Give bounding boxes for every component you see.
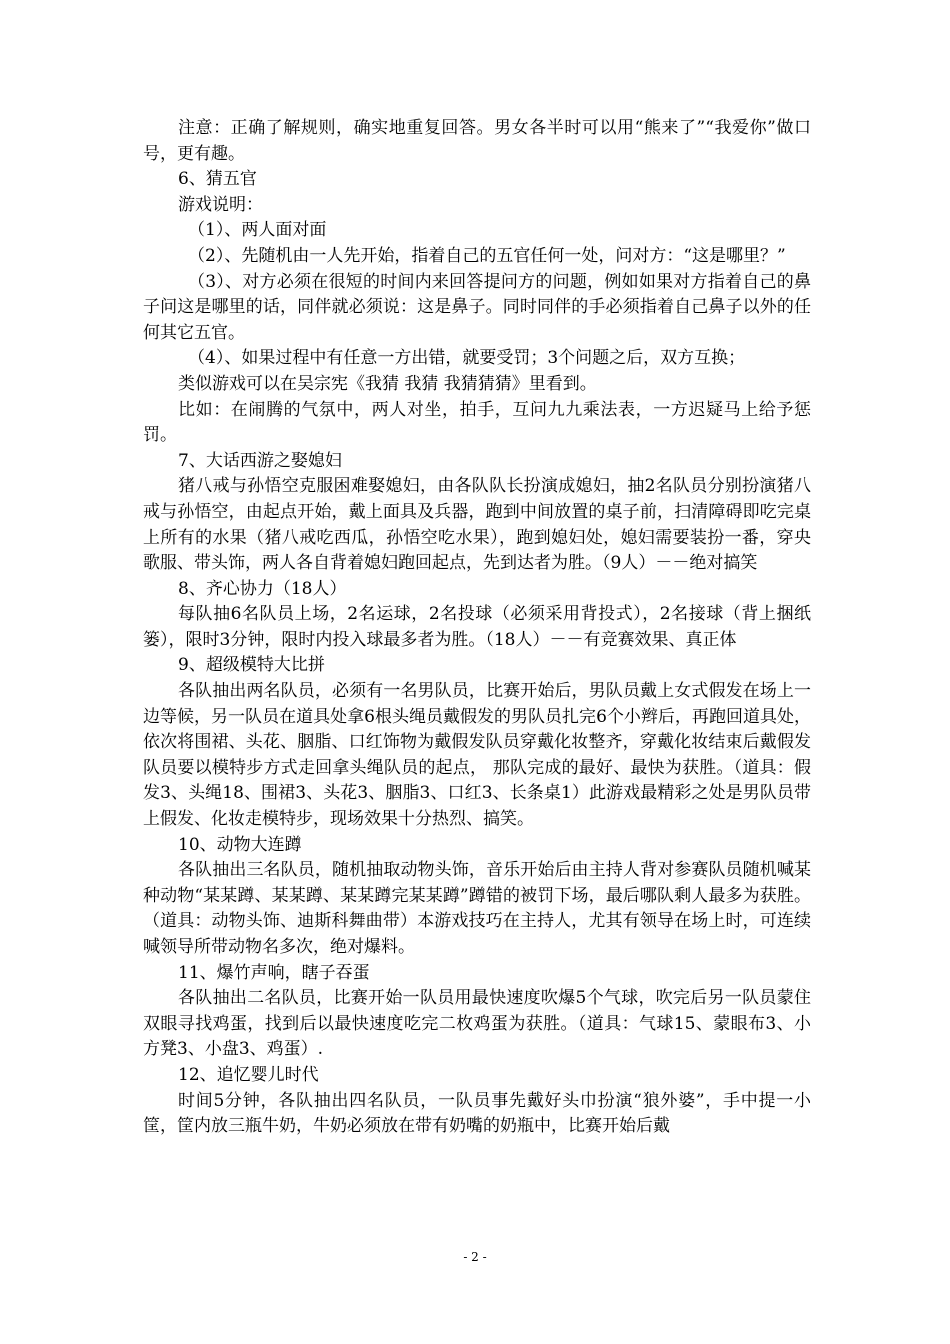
paragraph: 每队抽6名队员上场，2名运球，2名投球（必须采用背投式），2名接球（背上捆纸篓），限时3分钟，限时内投入球最多者为胜。（18人）－－有竞赛效果、真正体 xyxy=(143,604,811,650)
paragraph: 注意：正确了解规则，确实地重复回答。男女各半时可以用“熊来了”“我爱你”做口号，更有趣。 xyxy=(143,118,811,164)
paragraph: 7、大话西游之娶媳妇 xyxy=(178,450,342,471)
paragraph: 类似游戏可以在吴宗宪《我猜 我猜 我猜猜猜》里看到。 xyxy=(178,373,597,394)
paragraph: 比如：在闹腾的气氛中，两人对坐，拍手，互问九九乘法表，一方迟疑马上给予惩罚。 xyxy=(143,399,811,446)
paragraph: 时间5分钟，各队抽出四名队员，一队员事先戴好头巾扮演“狼外婆”，手中提一小筐，筐内放三瓶牛奶，牛奶必须放在带有奶嘴的奶瓶中，比赛开始后戴 xyxy=(143,1090,811,1137)
paragraph: 游戏说明： xyxy=(178,194,263,215)
paragraph: （2）、先随机由一人先开始，指着自己的五官任何一处，问对方：“这是哪里？” xyxy=(188,245,786,266)
paragraph: 猪八戒与孙悟空克服困难娶媳妇，由各队队长扮演成媳妇，抽2名队员分别扮演猪八戒与孙悟空，由起点开始，戴上面具及兵器，跑到中间放置的桌子前，扫清障碍即吃完桌上所有的水果（猪八戒吃西瓜，孙悟空吃水果），跑到媳妇处，媳妇需要装扮一番，穿央歌服、带头饰，两人各自背着媳妇跑回起点，先到达者为胜。（9人）－－绝对搞笑 xyxy=(143,476,811,574)
paragraph: 各队抽出三名队员，随机抽取动物头饰，音乐开始后由主持人背对参赛队员随机喊某种动物“某某蹲、某某蹲、某某蹲完某某蹲”蹲错的被罚下场，最后哪队剩人最多为获胜。（道具：动物头饰、迪斯科舞曲带）本游戏技巧在主持人，尤其有领导在场上时，可连续喊领导所带动物名多次，绝对爆料。 xyxy=(143,860,811,957)
paragraph: 6、猜五官 xyxy=(178,169,257,190)
paragraph: 8、齐心协力（18人） xyxy=(178,578,347,599)
paragraph: 12、追忆婴儿时代 xyxy=(178,1064,319,1085)
paragraph: （4）、如果过程中有任意一方出错，就要受罚；3个问题之后，双方互换； xyxy=(188,348,746,369)
paragraph: 各队抽出两名队员，必须有一名男队员，比赛开始后，男队员戴上女式假发在场上一边等候，另一队员在道具处拿6根头绳员戴假发的男队员扎完6个小辫后，再跑回道具处，依次将围裙、头花、胭脂、口红饰物为戴假发队员穿戴化妆整齐，穿戴化妆结束后戴假发队员要以模特步方式走回拿头绳队员的起点， 那队完成的最好、最快为获胜。（道具：假发3、头绳18、围裙3、头花3、胭脂3、口红3、长条桌1）此游戏最精彩之处是男队员带上假发、化妆走模特步，现场效果十分热烈、搞笑。 xyxy=(143,681,811,830)
document-body xyxy=(143,116,811,1140)
paragraph: 9、超级模特大比拼 xyxy=(178,655,325,676)
paragraph: 10、动物大连蹲 xyxy=(178,834,302,855)
paragraph: （3）、对方必须在很短的时间内来回答提问方的问题，例如如果对方指着自己的鼻子问这是哪里的话，同伴就必须说：这是鼻子。同时同伴的手必须指着自己鼻子以外的任何其它五官。 xyxy=(143,271,811,343)
page-number: - 2 - xyxy=(463,1250,487,1264)
paragraph: （1）、两人面对面 xyxy=(188,220,327,241)
paragraph: 11、爆竹声响，瞎子吞蛋 xyxy=(178,962,370,983)
paragraph: 各队抽出二名队员，比赛开始一队员用最快速度吹爆5个气球，吹完后另一队员蒙住双眼寻找鸡蛋，找到后以最快速度吃完二枚鸡蛋为获胜。（道具：气球15、蒙眼布3、小方凳3、小盘3、鸡蛋）. xyxy=(143,988,811,1060)
